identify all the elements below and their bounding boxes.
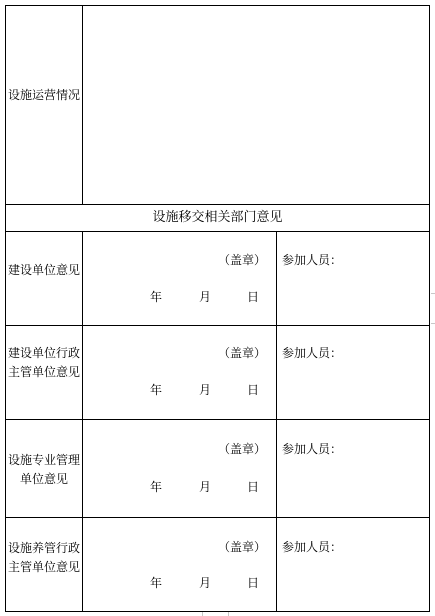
participants-label: 参加人员： <box>282 442 343 456</box>
section-title: 设施移交相关部门意见 <box>152 210 283 225</box>
construction-admin-label: 建设单位行政主管单位意见 <box>7 346 80 379</box>
column-divider <box>276 231 277 612</box>
table-border-left <box>5 5 6 612</box>
operation-status-field[interactable] <box>84 7 428 203</box>
date-year: 年 <box>150 480 163 494</box>
page-edge-mark <box>431 323 435 324</box>
date-day: 日 <box>247 290 260 304</box>
maintenance-admin-label: 设施养管行政主管单位意见 <box>7 541 80 574</box>
stamp-text: （盖章） <box>218 346 267 360</box>
stamp-text: （盖章） <box>218 253 267 267</box>
construction-unit-label: 建设单位意见 <box>7 263 80 277</box>
stamp-text: （盖章） <box>218 442 267 456</box>
participants-label: 参加人员： <box>282 346 343 360</box>
date-month: 月 <box>199 576 212 590</box>
row-divider <box>5 325 430 326</box>
date-year: 年 <box>150 290 163 304</box>
date-year: 年 <box>150 383 163 397</box>
date-month: 月 <box>199 383 212 397</box>
page-edge-mark <box>202 612 203 616</box>
row-divider <box>5 419 430 420</box>
row-divider <box>5 517 430 518</box>
date-month: 月 <box>199 480 212 494</box>
date-day: 日 <box>247 480 260 494</box>
participants-label: 参加人员： <box>282 253 343 267</box>
table-border-bottom <box>5 611 430 612</box>
column-divider <box>82 231 83 612</box>
row-divider <box>5 231 430 232</box>
table-border-right <box>429 5 430 612</box>
row-divider <box>5 204 430 205</box>
professional-management-label: 设施专业管理单位意见 <box>7 453 80 486</box>
page-edge-mark <box>228 612 229 616</box>
date-year: 年 <box>150 576 163 590</box>
table-border-top <box>5 5 430 6</box>
operation-status-label: 设施运营情况 <box>7 88 80 102</box>
date-day: 日 <box>247 576 260 590</box>
column-divider <box>82 5 83 205</box>
page-edge-mark <box>431 293 435 294</box>
stamp-text: （盖章） <box>218 540 267 554</box>
date-month: 月 <box>199 290 212 304</box>
date-day: 日 <box>247 383 260 397</box>
participants-label: 参加人员： <box>282 540 343 554</box>
